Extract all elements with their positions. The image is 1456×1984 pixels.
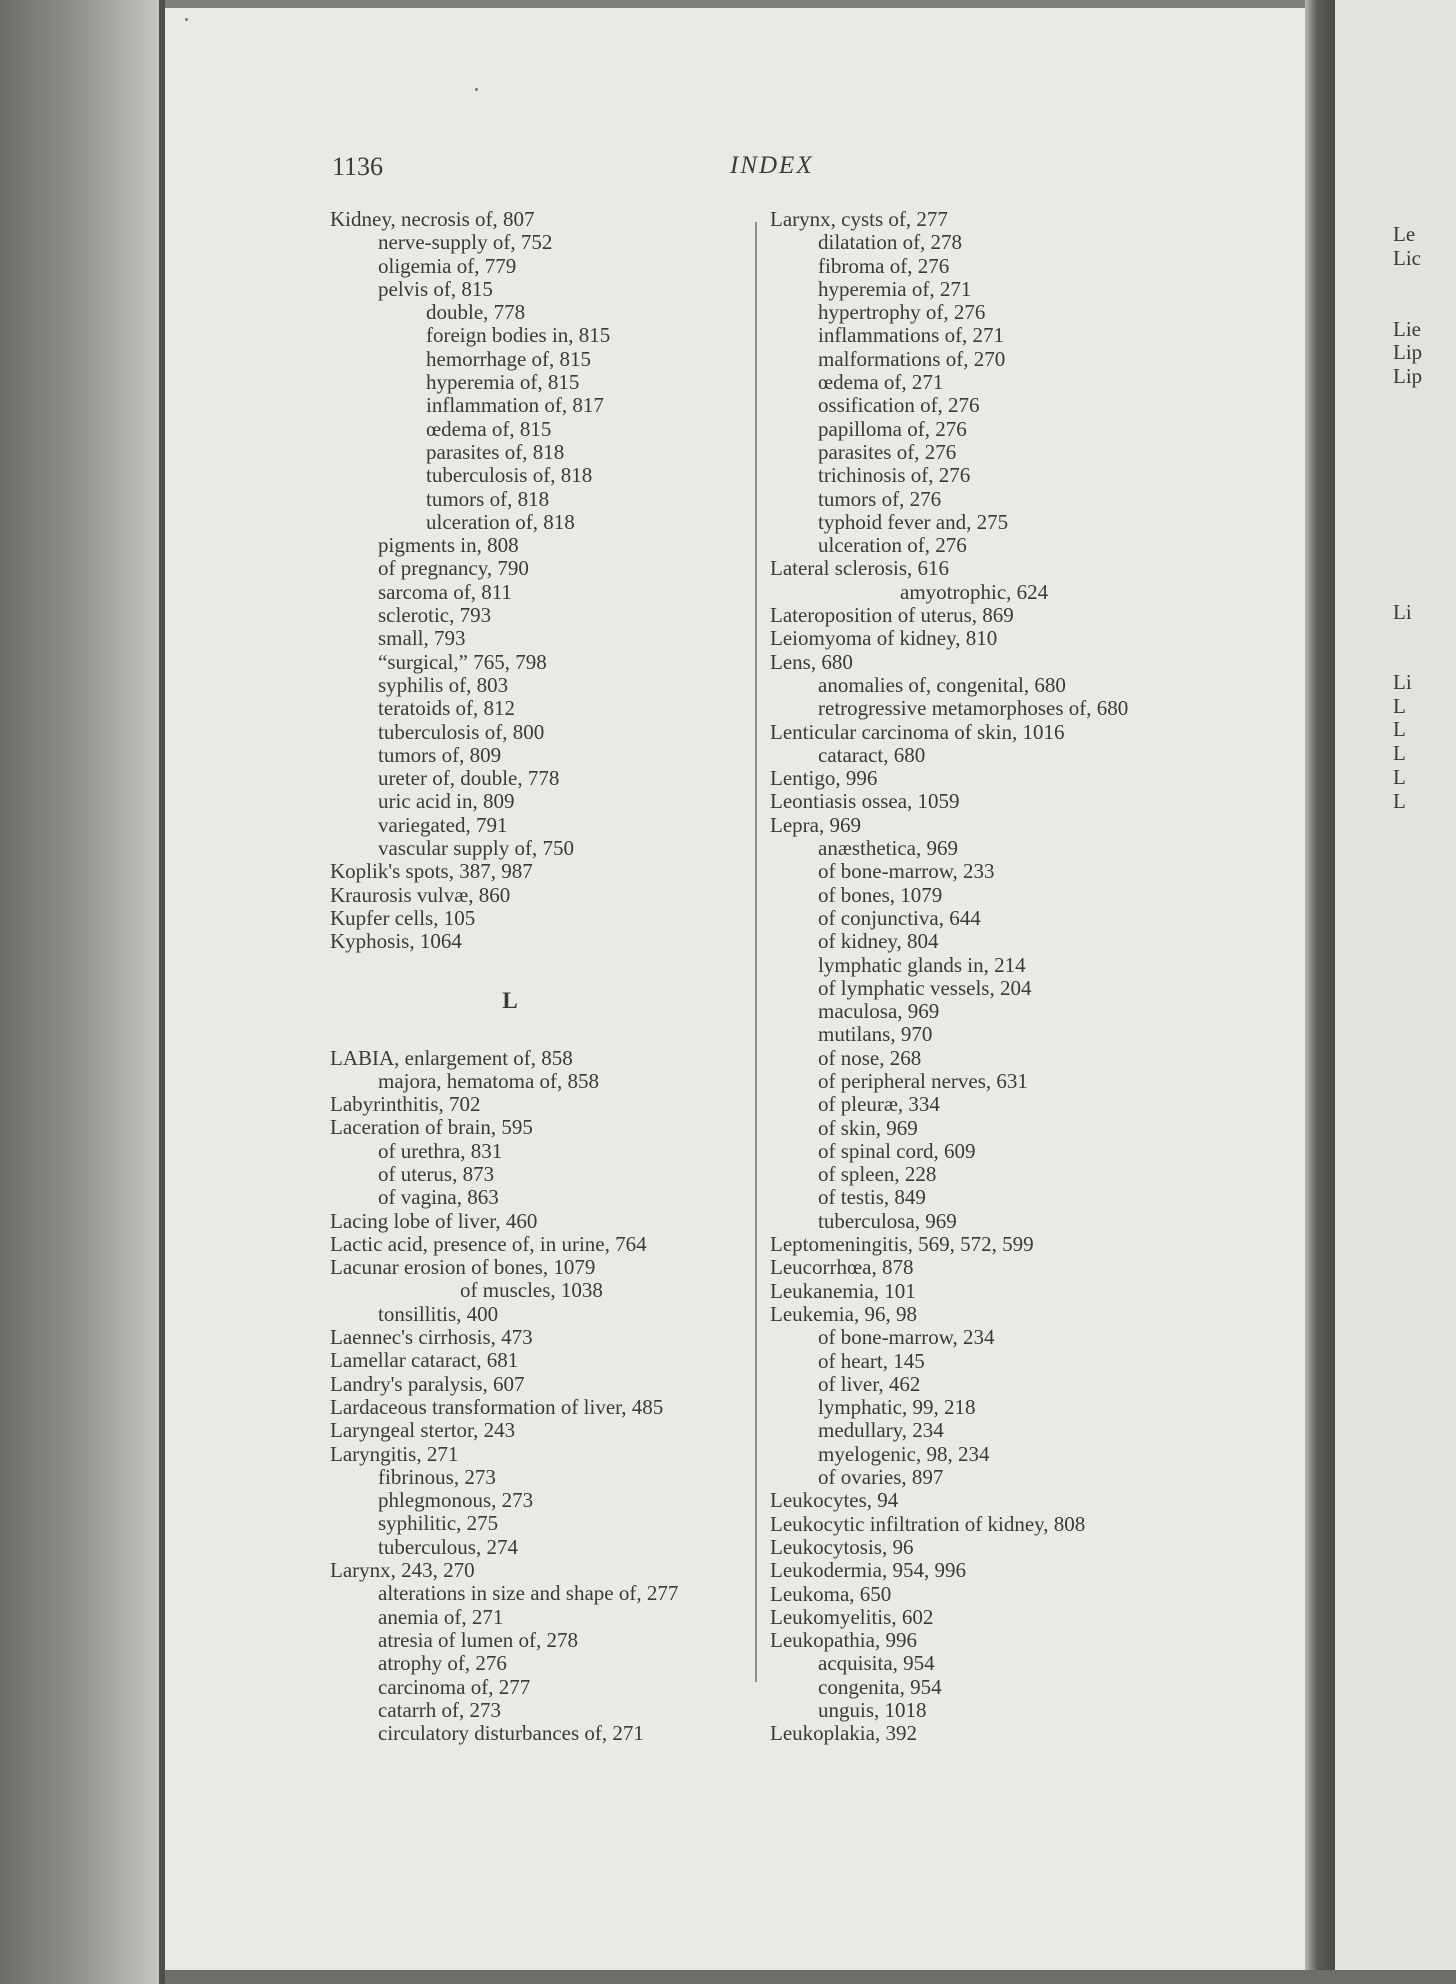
index-subentry: syphilis of, 803 — [378, 672, 509, 697]
index-subentry: small, 793 — [378, 626, 466, 651]
index-subentry: tumors of, 818 — [426, 486, 550, 511]
index-subentry: fibrinous, 273 — [378, 1464, 496, 1489]
facing-page-fragment: Lic — [1393, 246, 1421, 270]
index-subentry: of lymphatic vessels, 204 — [818, 975, 1032, 1000]
index-entry: Leukemia, 96, 98 — [770, 1301, 917, 1326]
index-subentry: malformations of, 270 — [818, 346, 1006, 371]
index-subentry: fibroma of, 276 — [818, 253, 950, 278]
index-subentry: maculosa, 969 — [818, 999, 940, 1024]
running-head: INDEX — [730, 152, 814, 179]
index-subentry: medullary, 234 — [818, 1418, 944, 1443]
index-subentry: of conjunctiva, 644 — [818, 905, 981, 930]
speck — [185, 18, 188, 21]
index-subentry: hyperemia of, 815 — [426, 370, 580, 395]
index-subentry: of bone-marrow, 233 — [818, 859, 995, 884]
index-entry: LABIA, enlargement of, 858 — [330, 1045, 573, 1070]
index-entry: Laryngitis, 271 — [330, 1441, 459, 1466]
index-subentry: lymphatic, 99, 218 — [818, 1395, 976, 1420]
index-entry: Leukopathia, 996 — [770, 1628, 917, 1653]
index-subentry: acquisita, 954 — [818, 1651, 935, 1676]
index-entry: Lactic acid, presence of, in urine, 764 — [330, 1231, 647, 1256]
index-entry: Koplik's spots, 387, 987 — [330, 859, 533, 884]
index-subentry: majora, hematoma of, 858 — [378, 1068, 600, 1093]
index-entry: Laryngeal stertor, 243 — [330, 1418, 516, 1443]
index-subentry: “surgical,” 765, 798 — [378, 649, 547, 674]
index-entry: Larynx, cysts of, 277 — [770, 207, 948, 231]
index-entry: Lenticular carcinoma of skin, 1016 — [770, 719, 1065, 744]
index-entry: Lacing lobe of liver, 460 — [330, 1208, 538, 1233]
index-subentry: amyotrophic, 624 — [900, 579, 1049, 604]
index-subentry: anæsthetica, 969 — [818, 836, 958, 861]
index-entry: Lentigo, 996 — [770, 766, 878, 791]
index-subentry: lymphatic glands in, 214 — [818, 952, 1026, 977]
index-entry: Leukocytosis, 96 — [770, 1534, 914, 1559]
index-entry: Larynx, 243, 270 — [330, 1558, 475, 1583]
index-entry: Kidney, necrosis of, 807 — [330, 207, 535, 231]
index-entry: Landry's paralysis, 607 — [330, 1371, 525, 1396]
facing-page-fragment: L — [1393, 789, 1406, 813]
index-subentry: of spleen, 228 — [818, 1162, 937, 1187]
facing-page-fragment: Li — [1393, 670, 1412, 694]
index-subentry: tuberculous, 274 — [378, 1534, 518, 1559]
facing-page — [1335, 0, 1456, 1984]
index-subentry: sclerotic, 793 — [378, 603, 492, 628]
index-subentry: myelogenic, 98, 234 — [818, 1441, 990, 1466]
letter-heading: L — [502, 987, 518, 1013]
index-subentry: of bones, 1079 — [818, 882, 943, 907]
index-subentry: cataract, 680 — [818, 742, 926, 767]
index-subentry: typhoid fever and, 275 — [818, 509, 1009, 534]
index-entry: Laennec's cirrhosis, 473 — [330, 1325, 533, 1350]
index-subentry: of pleuræ, 334 — [818, 1092, 940, 1117]
index-entry: Leontiasis ossea, 1059 — [770, 789, 960, 814]
index-subentry: unguis, 1018 — [818, 1698, 927, 1722]
index-entry: Leukoplakia, 392 — [770, 1721, 917, 1746]
facing-page-fragment: Lie — [1393, 317, 1421, 341]
index-subentry: sarcoma of, 811 — [378, 579, 512, 604]
index-subentry: of urethra, 831 — [378, 1138, 503, 1163]
index-subentry: of peripheral nerves, 631 — [818, 1068, 1028, 1093]
index-subentry: of skin, 969 — [818, 1115, 918, 1140]
bottom-shadow — [165, 1970, 1456, 1984]
index-subentry: uric acid in, 809 — [378, 789, 515, 814]
facing-page-fragment: Lip — [1393, 364, 1423, 388]
index-subentry: œdema of, 271 — [818, 370, 944, 395]
index-entry: Lepra, 969 — [770, 812, 861, 837]
index-subentry: syphilitic, 275 — [378, 1511, 499, 1536]
index-entry: Leiomyoma of kidney, 810 — [770, 626, 998, 651]
index-subentry: phlegmonous, 273 — [378, 1488, 534, 1513]
index-subentry: catarrh of, 273 — [378, 1697, 502, 1722]
facing-page-fragment: Li — [1393, 600, 1412, 624]
index-entry: Kupfer cells, 105 — [330, 905, 476, 930]
index-subentry: ossification of, 276 — [818, 393, 980, 418]
index-subentry: of uterus, 873 — [378, 1161, 495, 1186]
index-subentry: tumors of, 276 — [818, 486, 942, 511]
index-subentry: mutilans, 970 — [818, 1022, 933, 1047]
index-subentry: trichinosis of, 276 — [818, 463, 971, 488]
index-subentry: foreign bodies in, 815 — [426, 323, 611, 348]
index-subentry: hypertrophy of, 276 — [818, 300, 986, 325]
index-subentry: nerve-supply of, 752 — [378, 230, 553, 255]
index-subentry: papilloma of, 276 — [818, 416, 967, 441]
index-subentry: of kidney, 804 — [818, 929, 939, 954]
index-entry: Labyrinthitis, 702 — [330, 1092, 481, 1117]
index-subentry: of muscles, 1038 — [460, 1278, 603, 1303]
index-entry: Lens, 680 — [770, 649, 853, 674]
index-subentry: œdema of, 815 — [426, 416, 552, 441]
index-entry: Leukodermia, 954, 996 — [770, 1558, 966, 1583]
index-subentry: ureter of, double, 778 — [378, 766, 560, 791]
index-entry: Lateroposition of uterus, 869 — [770, 603, 1014, 628]
index-subentry: retrogressive metamorphoses of, 680 — [818, 696, 1129, 721]
facing-page-fragment: L — [1393, 741, 1406, 765]
index-subentry: tonsillitis, 400 — [378, 1301, 499, 1326]
index-subentry: dilatation of, 278 — [818, 230, 963, 255]
index-column-right — [770, 208, 1230, 1746]
index-subentry: hyperemia of, 271 — [818, 276, 972, 301]
index-subentry: ulceration of, 276 — [818, 533, 967, 558]
index-subentry: of vagina, 863 — [378, 1185, 499, 1210]
index-subentry: inflammations of, 271 — [818, 323, 1005, 348]
index-subentry: tuberculosis of, 818 — [426, 463, 593, 488]
index-subentry: ulceration of, 818 — [426, 509, 575, 534]
index-entry: Laceration of brain, 595 — [330, 1115, 533, 1140]
index-entry: Leptomeningitis, 569, 572, 599 — [770, 1232, 1034, 1257]
facing-page-fragment: Le — [1393, 222, 1416, 246]
index-subentry: oligemia of, 779 — [378, 253, 517, 278]
book-page-edge — [0, 0, 165, 1984]
index-entry: Lacunar erosion of bones, 1079 — [330, 1255, 596, 1280]
index-subentry: congenita, 954 — [818, 1674, 942, 1699]
index-entry: Leukocytic infiltration of kidney, 808 — [770, 1511, 1086, 1536]
index-column-left — [330, 208, 770, 1745]
index-subentry: of spinal cord, 609 — [818, 1138, 976, 1163]
index-subentry: hemorrhage of, 815 — [426, 346, 592, 371]
index-subentry: atresia of lumen of, 278 — [378, 1627, 579, 1652]
facing-page-fragment: Lip — [1393, 340, 1423, 364]
index-subentry: anomalies of, congenital, 680 — [818, 672, 1066, 697]
book-gutter — [1305, 0, 1335, 1984]
index-subentry: of bone-marrow, 234 — [818, 1325, 995, 1350]
index-subentry: of pregnancy, 790 — [378, 556, 529, 581]
index-entry: Kraurosis vulvæ, 860 — [330, 882, 511, 907]
index-subentry: tumors of, 809 — [378, 742, 502, 767]
index-subentry: circulatory disturbances of, 271 — [378, 1721, 644, 1746]
index-subentry: teratoids of, 812 — [378, 696, 516, 721]
index-subentry: vascular supply of, 750 — [378, 836, 574, 861]
index-entry: Lardaceous transformation of liver, 485 — [330, 1394, 664, 1419]
facing-page-fragment: L — [1393, 765, 1406, 789]
index-subentry: of testis, 849 — [818, 1185, 926, 1210]
facing-page-fragment: L — [1393, 717, 1406, 741]
index-entry: Leukanemia, 101 — [770, 1278, 916, 1303]
index-entry: Leukomyelitis, 602 — [770, 1604, 934, 1629]
index-subentry: variegated, 791 — [378, 812, 508, 837]
index-subentry: atrophy of, 276 — [378, 1651, 507, 1676]
index-subentry: of liver, 462 — [818, 1371, 921, 1396]
index-entry: Leukoma, 650 — [770, 1581, 892, 1606]
index-subentry: pelvis of, 815 — [378, 276, 493, 301]
index-subentry: parasites of, 276 — [818, 439, 957, 464]
index-entry: Lamellar cataract, 681 — [330, 1348, 519, 1373]
index-subentry: parasites of, 818 — [426, 439, 565, 464]
page-number: 1136 — [332, 152, 384, 181]
speck — [475, 88, 478, 91]
index-subentry: carcinoma of, 277 — [378, 1674, 531, 1699]
index-subentry: inflammation of, 817 — [426, 393, 604, 418]
index-subentry: alterations in size and shape of, 277 — [378, 1581, 679, 1606]
index-subentry: pigments in, 808 — [378, 533, 519, 558]
index-subentry: of nose, 268 — [818, 1045, 922, 1070]
index-entry: Leukocytes, 94 — [770, 1488, 899, 1513]
index-entry: Kyphosis, 1064 — [330, 929, 462, 954]
facing-page-fragment: L — [1393, 694, 1406, 718]
index-subentry: anemia of, 271 — [378, 1604, 504, 1629]
index-subentry: double, 778 — [426, 300, 526, 325]
index-subentry: tuberculosis of, 800 — [378, 719, 545, 744]
index-subentry: of ovaries, 897 — [818, 1465, 944, 1490]
index-entry: Lateral sclerosis, 616 — [770, 556, 950, 581]
index-subentry: tuberculosa, 969 — [818, 1208, 957, 1233]
index-subentry: of heart, 145 — [818, 1348, 925, 1373]
index-entry: Leucorrhœa, 878 — [770, 1255, 914, 1280]
